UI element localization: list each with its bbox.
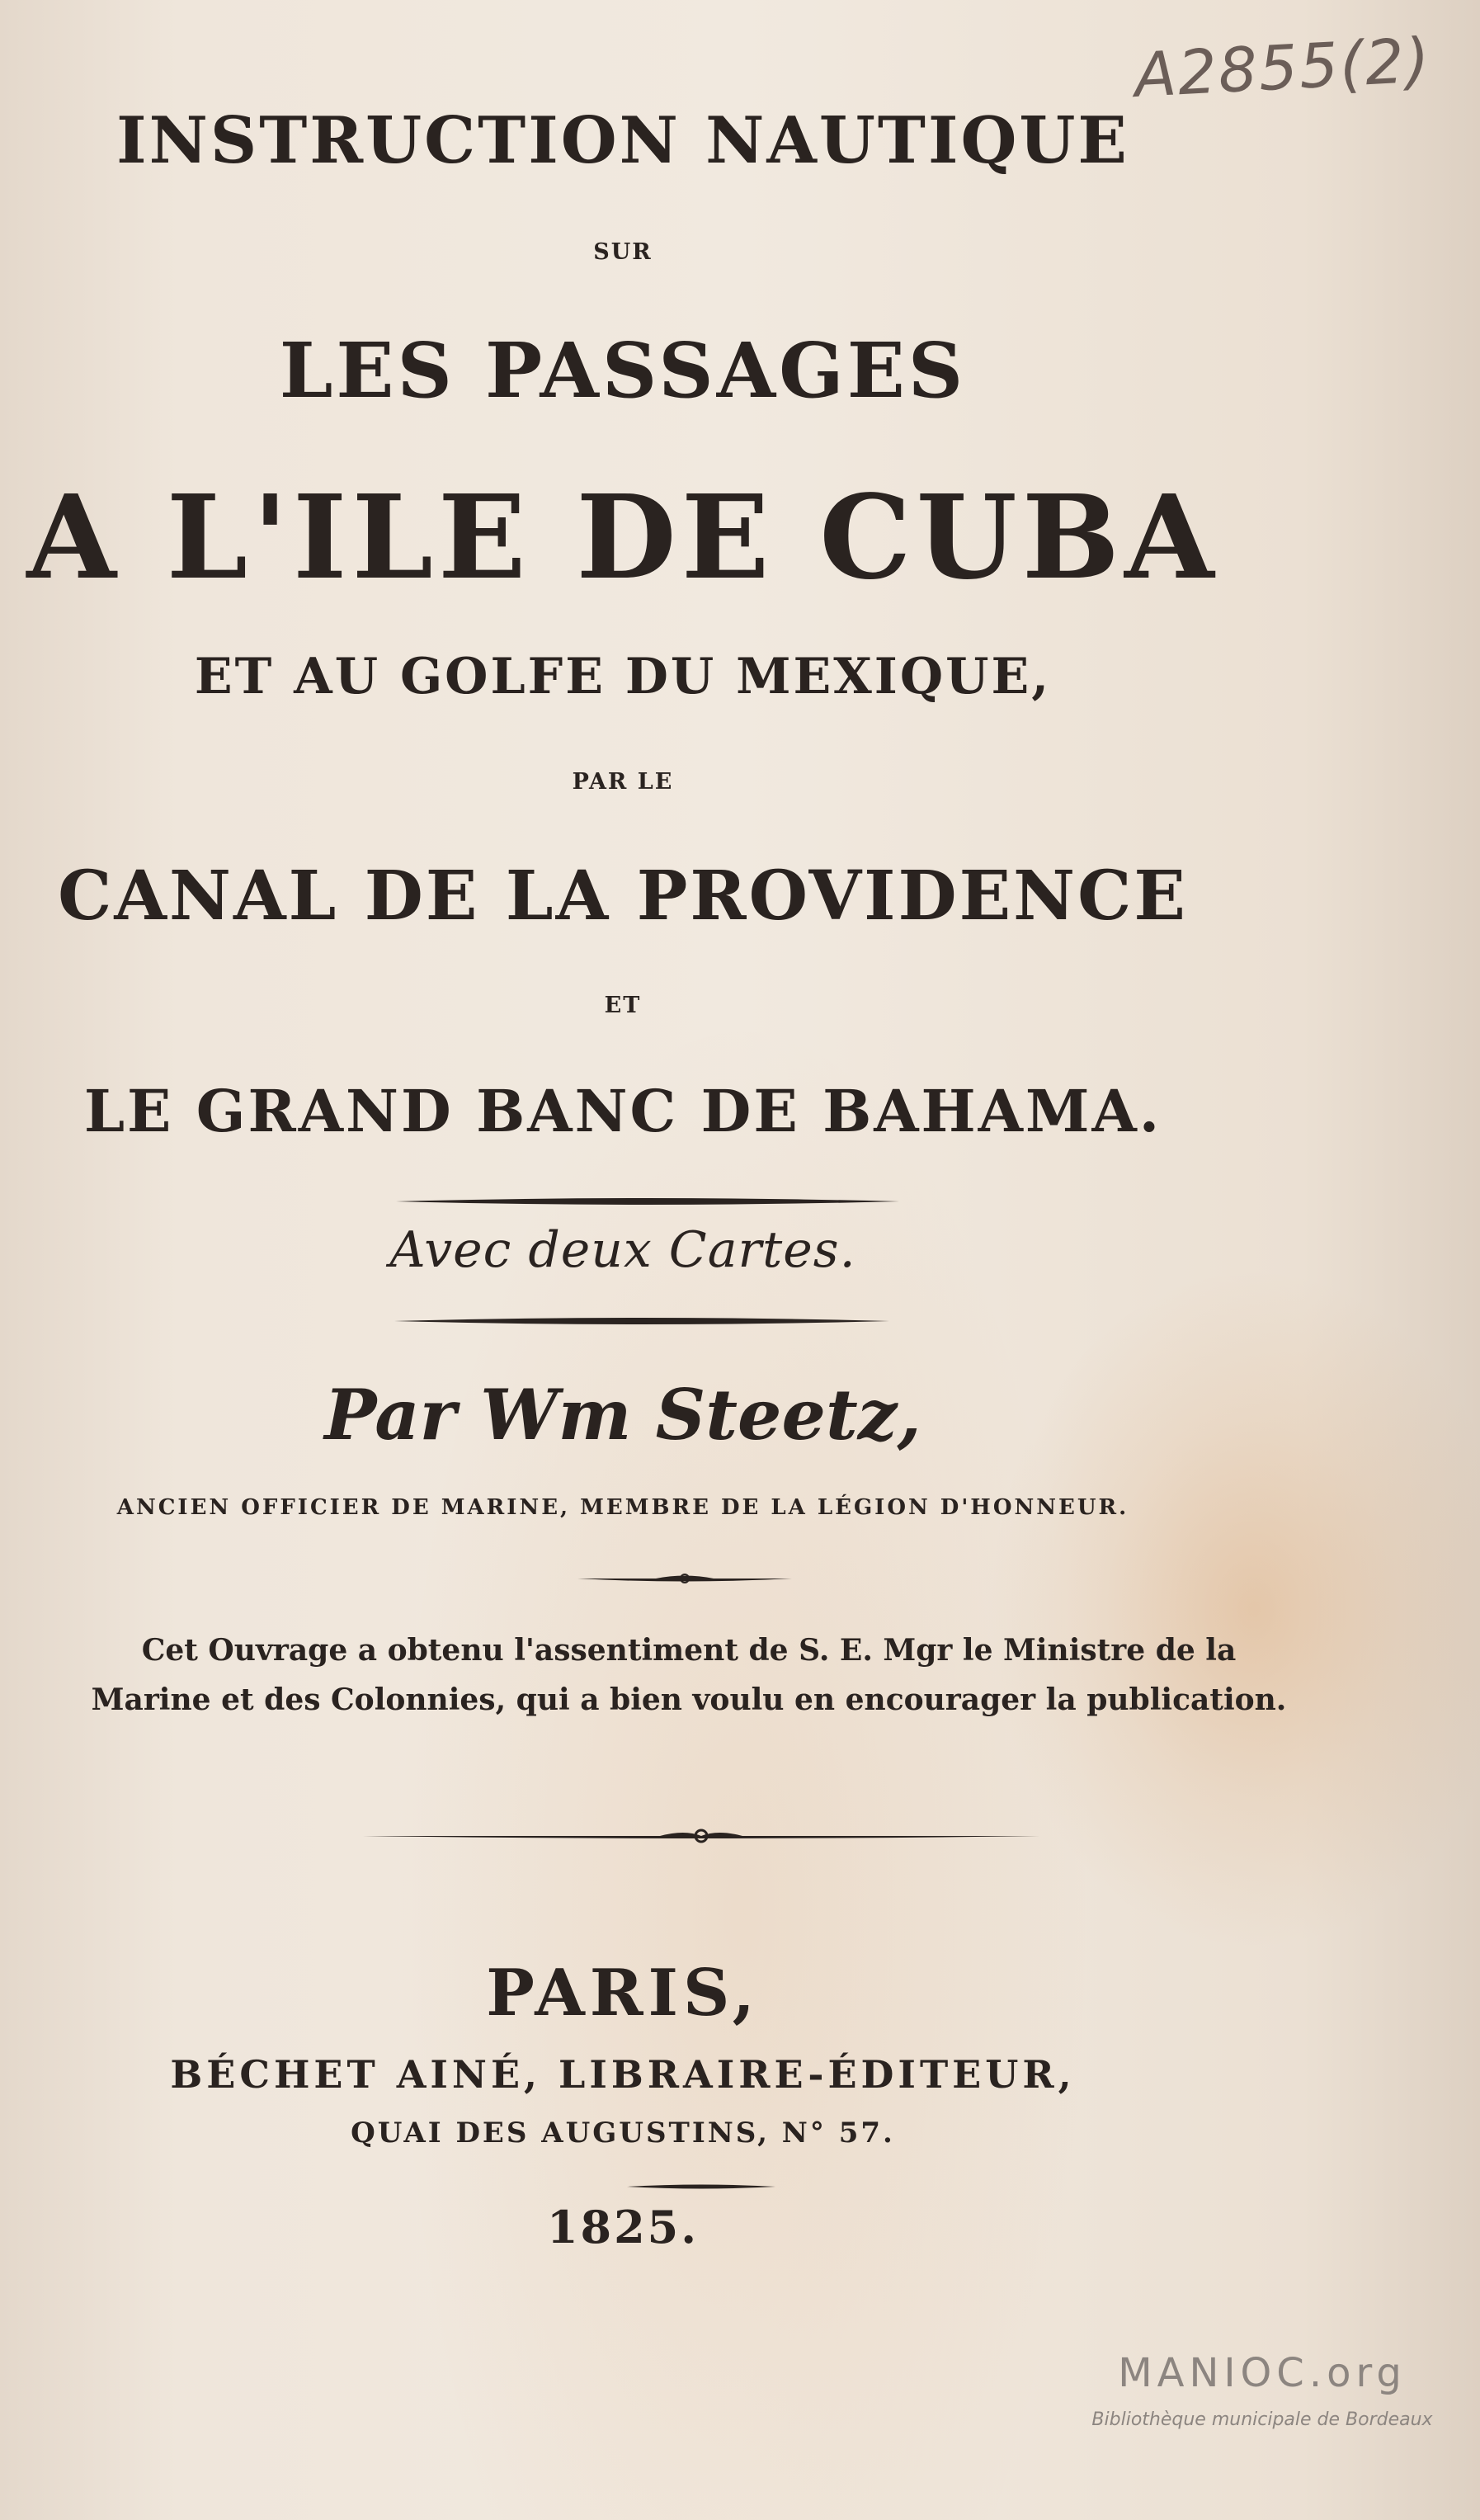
- manioc-logo: MANIOC.org: [1118, 2350, 1407, 2396]
- imprint-publisher: BÉCHET AINÉ, LIBRAIRE-ÉDITEUR,: [170, 2052, 1076, 2097]
- author-title: ANCIEN OFFICIER DE MARINE, MEMBRE DE LA LÉGION D'HONNEUR.: [116, 1495, 1129, 1520]
- title-line-golfe: ET AU GOLFE DU MEXIQUE,: [194, 648, 1052, 706]
- library-credit: Bibliothèque municipale de Bordeaux: [1091, 2409, 1433, 2430]
- title-connector-et: ET: [604, 993, 642, 1018]
- imprint-city: PARIS,: [486, 1956, 760, 2031]
- endorsement-note: Cet Ouvrage a obtenu l'assentiment de S. E. Mgr le Ministre de la Marine et des Colonnies, qui a bien voulu en encourager la publication.: [91, 1633, 1287, 1717]
- ornamental-rule-top: [396, 1195, 899, 1208]
- ornamental-rule-bottom: [394, 1314, 889, 1328]
- title-line-instruction: INSTRUCTION NAUTIQUE: [116, 103, 1129, 178]
- imprint-year: 1825.: [546, 2201, 700, 2253]
- title-line-banc: LE GRAND BANC DE BAHAMA.: [83, 1077, 1162, 1145]
- title-connector-par-le: PAR LE: [572, 769, 674, 795]
- year-rule: [627, 2183, 775, 2191]
- imprint-address: QUAI DES AUGUSTINS, N° 57.: [351, 2117, 895, 2150]
- author-line: Par Wm Steetz,: [324, 1374, 921, 1456]
- title-line-canal: CANAL DE LA PROVIDENCE: [58, 857, 1188, 936]
- ornamental-divider: [363, 1828, 1039, 1844]
- title-line-passages: LES PASSAGES: [279, 326, 967, 415]
- title-line-cuba: A L'ILE DE CUBA: [26, 470, 1219, 606]
- handwritten-shelfmark: A2855(2): [1133, 25, 1433, 111]
- subtitle-avec-deux-cartes: Avec deux Cartes.: [389, 1221, 856, 1279]
- title-connector-sur: SUR: [593, 239, 653, 265]
- ornamental-dash: [577, 1573, 792, 1584]
